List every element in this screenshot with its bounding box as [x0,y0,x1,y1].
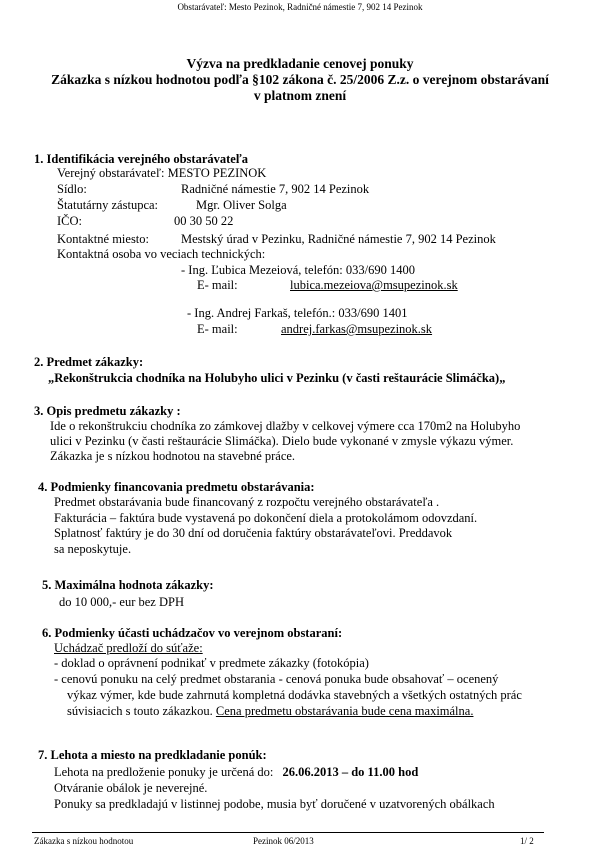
subject-of-contract: „Rekonštrukcia chodníka na Holubyho ulici v Pezinku (v časti reštaurácie Slimáčka)„ [48,371,506,385]
section-7-heading: 7. Lehota a miesto na predkladanie ponúk: [38,748,267,762]
section-3-line-1: Ide o rekonštrukciu chodníka zo zámkovej dlažby v celkovej výmere cca 170m2 na Holubyho [50,419,521,433]
section-4-line-1: Predmet obstarávania bude financovaný z rozpočtu verejného obstarávateľa . [54,495,440,509]
section-6-line-4a: súvisiacich s touto zákazkou. [67,704,213,718]
section-6-subheading: Uchádzač predloží do súťaže: [54,641,203,655]
opening-note: Otváranie obálok je neverejné. [54,781,208,795]
section-6-line-4 [67,704,473,719]
max-price-note: Cena predmetu obstarávania bude cena maximálna. [215,704,474,718]
contact-person-label: Kontaktná osoba vo veciach technických: [57,247,266,261]
section-3-heading: 3. Opis predmetu zákazky : [34,404,181,418]
section-6-heading: 6. Podmienky účasti uchádzačov vo verejnom obstaraní: [42,626,343,640]
document-title: Výzva na predkladanie cenovej ponuky [186,56,414,71]
section-5-line-1: do 10 000,- eur bez DPH [59,595,184,609]
document-subtitle-2: v platnom znení [253,88,347,103]
contact-person-2: - Ing. Andrej Farkaš, telefón.: 033/690 1401 [187,306,408,320]
contact-person-1-email-label: E- mail: [197,278,238,292]
deadline-line [54,765,418,780]
deadline-label: Lehota na predloženie ponuky je určená do: [54,765,274,779]
section-6-line-2: - cenovú ponuku na celý predmet obstarania - cenová ponuka bude obsahovať – ocenený [54,672,499,686]
section-4-heading: 4. Podmienky financovania predmetu obstarávania: [38,480,315,494]
section-3-line-2: ulici v Pezinku (v časti reštaurácie Slimáčka). Dielo bude vykonané v zmysle výkazu výmer. [50,434,514,448]
contracting-authority: Verejný obstarávateľ: MESTO PEZINOK [57,166,267,180]
page-header: Obstarávateľ: Mesto Pezinok, Radničné námestie 7, 902 14 Pezinok [177,2,423,12]
section-4-line-3: Splatnosť faktúry je do 30 dní od doručenia faktúry obstarávateľovi. Preddavok [54,526,453,540]
contact-person-2-email[interactable]: andrej.farkas@msupezinok.sk [281,322,433,336]
contact-person-2-email-label: E- mail: [197,322,238,336]
section-6-line-3: výkaz výmer, kde bude zahrnutá kompletná dodávka stavebných a všetkých ostatných prác [67,688,522,702]
footer-center: Pezinok 06/2013 [253,836,314,846]
contact-place-value: Mestský úrad v Pezinku, Radničné námestie 7, 902 14 Pezinok [181,232,496,246]
section-4-line-4: sa neposkytuje. [54,542,132,556]
deadline-value: 26.06.2013 – do 11.00 hod [282,765,419,779]
statutory-value: Mgr. Oliver Solga [196,198,287,212]
footer-rule [32,832,544,833]
statutory-label: Štatutárny zástupca: [57,198,159,212]
seat-value: Radničné námestie 7, 902 14 Pezinok [181,182,370,196]
section-4-line-2: Fakturácia – faktúra bude vystavená po dokončení diela a protokolámom odovzdaní. [54,511,478,525]
document-subtitle: Zákazka s nízkou hodnotou podľa §102 zákona č. 25/2006 Z.z. o verejnom obstarávaní [51,72,549,87]
section-1-heading: 1. Identifikácia verejného obstarávateľa [34,152,248,166]
section-5-heading: 5. Maximálna hodnota zákazky: [42,578,214,592]
ico-label: IČO: [57,214,82,228]
footer-left: Zákazka s nízkou hodnotou [34,836,134,846]
contact-person-1: - Ing. Ľubica Mezeiová, telefón: 033/690 1400 [181,263,415,277]
seat-label: Sídlo: [57,182,87,196]
ico-value: 00 30 50 22 [174,214,234,228]
contact-person-1-email[interactable]: lubica.mezeiova@msupezinok.sk [290,278,458,292]
section-6-line-1: - doklad o oprávnení podnikať v predmete zákazky (fotokópia) [54,656,369,670]
section-3-line-3: Zákazka je s nízkou hodnotou na stavebné práce. [50,449,296,463]
submission-note: Ponuky sa predkladajú v listinnej podobe, musia byť doručené v uzatvorených obálkach [54,797,495,811]
contact-place-label: Kontaktné miesto: [57,232,149,246]
page-number: 1/ 2 [520,836,534,846]
section-2-heading: 2. Predmet zákazky: [34,355,144,369]
